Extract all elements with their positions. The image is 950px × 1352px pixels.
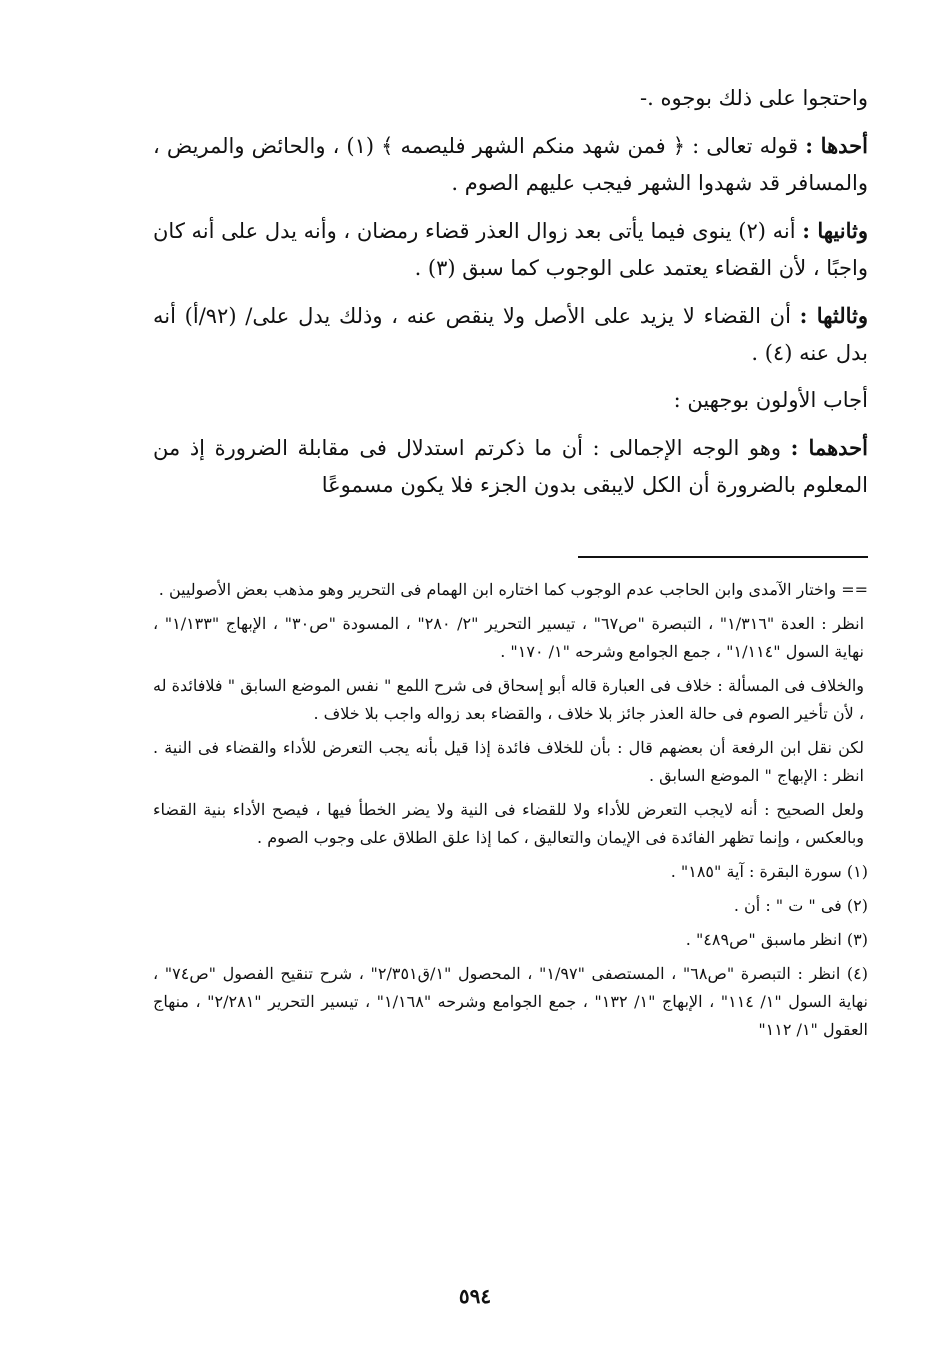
response-first-text: وهو الوجه الإجمالى : أن ما ذكرتم استدلال فى مقابلة الضرورة إذ من المعلوم بالضرورة أن الكل لايبقى بدون الجزء فلا يكون مسموعًا — [153, 436, 868, 497]
argument-second-text: أنه (٢) ينوى فيما يأتى بعد زوال العذر قضاء رمضان ، وأنه يدل على أنه كان واجبًا ، لأن القضاء يعتمد على الوجوب كما سبق (٣) . — [153, 219, 868, 280]
footnotes — [153, 576, 868, 1050]
response-heading: أجاب الأولون بوجهين : — [673, 388, 868, 412]
intro-line: واحتجوا على ذلك بوجوه .- — [640, 86, 868, 110]
footnote-continuation-3: والخلاف فى المسألة : خلاف فى العبارة قاله أبو إسحاق فى شرح اللمع " نفس الموضع السابق " فلافائدة له ، لأن تأخير الصوم فى حالة العذر جائز بلا خلاف ، والقضاء بعد زواله واجب بلا خلاف . — [153, 676, 865, 723]
footnote-3: (٣) انظر ماسبق "ص٤٨٩" . — [685, 930, 868, 949]
argument-third-lead: وثالثها : — [799, 303, 868, 328]
response-first — [153, 429, 868, 504]
footnote-continuation-2: انظر : العدة "١/٣١٦" ، التبصرة "ص٦٧" ، تيسير التحرير "٢/ ٢٨٠" ، المسودة "ص٣٠" ، الإبهاج "١/١٣٣" ، نهاية السول "١/١١٤" ، جمع الجوامع وشرحه "١/ ١٧٠" . — [153, 614, 865, 661]
footnote-continuation-1: == واختار الآمدى وابن الحاجب عدم الوجوب كما اختاره ابن الهمام فى التحرير وهو مذهب بعض الأصوليين . — [158, 580, 868, 599]
page-number: ٥٩٤ — [458, 1284, 492, 1308]
footnote-4: (٤) انظر : التبصرة "ص٦٨" ، المستصفى "١/٩٧" ، المحصول "١/ق٢/٣٥١" ، شرح تنقيح الفصول "ص٧٤" ، نهاية السول "١/ ١١٤" ، الإبهاج "١/ ١٣٢" ، جمع الجوامع وشرحه "١/١٦٨" ، تيسير التحرير "٢/٢٨١" ، منهاج العقول "١/ ١١٢" — [153, 964, 868, 1039]
argument-third-text: أن القضاء لا يزيد على الأصل ولا ينقص عنه ، وذلك يدل على/ (٩٢/أ) أنه بدل عنه (٤) . — [153, 304, 868, 365]
argument-second-lead: وثانيها : — [802, 218, 868, 243]
footnote-2: (٢) فى " ت " : أن . — [733, 896, 868, 915]
footnote-divider — [578, 556, 868, 558]
argument-first-lead: أحدها : — [805, 133, 868, 158]
argument-third — [153, 297, 868, 372]
argument-first-text: قوله تعالى : ﴿ فمن شهد منكم الشهر فليصمه ﴾ (١) ، والحائض والمريض ، والمسافر قد شهدوا الشهر فيجب عليهم الصوم . — [153, 134, 868, 195]
response-first-lead: أحدهما : — [790, 435, 869, 460]
main-text — [153, 80, 868, 504]
footnote-continuation-4: لكن نقل ابن الرفعة أن بعضهم قال : بأن للخلاف فائدة إذا قيل بأنه يجب التعرض للأداء والقضاء فى النية . انظر : الإبهاج " الموضع السابق . — [153, 738, 864, 785]
footnote-1: (١) سورة البقرة : آية "١٨٥" . — [670, 862, 868, 881]
footnote-continuation-5: ولعل الصحيح : أنه لايجب التعرض للأداء ولا للقضاء فى النية ولا يضر الخطأ فيها ، فيصح الأداء بنية القضاء وبالعكس ، وإنما تظهر الفائدة فى الإيمان والتعاليق ، كما إذا علق الطلاق على وجوب الصوم . — [153, 800, 865, 847]
argument-second — [153, 212, 868, 287]
argument-first — [153, 127, 868, 202]
